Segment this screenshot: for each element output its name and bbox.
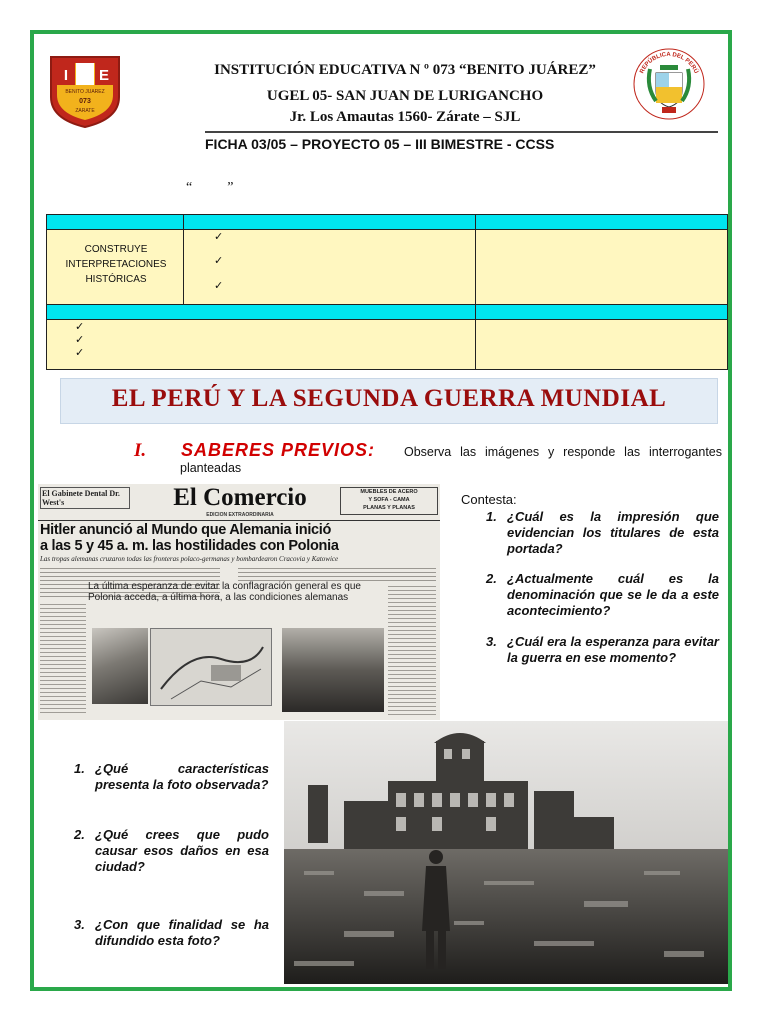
peru-coat-of-arms [632, 47, 706, 121]
check-icon: ✓ [75, 333, 85, 346]
newspaper-columns [238, 566, 436, 582]
evidence-cell [475, 229, 728, 305]
check-icon: ✓ [75, 320, 85, 333]
newspaper-ad-right [340, 487, 438, 515]
school-logo [47, 53, 123, 129]
contesta-question-number: 2. [486, 571, 497, 586]
newspaper-headline-1: Hitler anunció al Mundo que Alemania inició [40, 522, 332, 538]
header-rule [205, 131, 718, 133]
coat-of-arms-text: REPÚBLICA DEL PERÚ [639, 51, 699, 75]
contesta-question: ¿Cuál es la impresión que evidencian los titulares de esta portada? [507, 509, 719, 556]
contesta-question-number: 3. [486, 634, 497, 649]
title-banner [60, 378, 718, 424]
activities-cell [46, 319, 476, 370]
photo-question-number: 3. [74, 917, 85, 932]
photo-question: ¿Qué características presenta la foto observada? [95, 761, 269, 792]
newspaper-headline-2: a las 5 y 45 a. m. las hostilidades con Polonia [40, 538, 339, 554]
section-intro [180, 444, 722, 476]
ugel-name: UGEL 05- SAN JUAN DE LURIGANCHO [266, 88, 544, 104]
table-header-cell [183, 214, 476, 230]
newspaper-subhead: Las tropas alemanas cruzaron todas las fronteras polaco-germanas y bombardearon Cracovia y Katowice [40, 555, 339, 563]
table-header-cell [46, 304, 476, 320]
competency-label: CONSTRUYE INTERPRETACIONES HISTÓRICAS [65, 244, 167, 285]
photo-question-number: 1. [74, 761, 85, 776]
logo-school-place: ZARATE [75, 108, 95, 114]
competency-cell [46, 229, 184, 305]
ficha-title: FICHA 03/05 – PROYECTO 05 – III BIMESTRE - CCSS [205, 136, 555, 152]
logo-school-name: BENITO JUAREZ [65, 89, 105, 95]
logo-school-number: 073 [79, 98, 91, 105]
photo-question-number: 2. [74, 827, 85, 842]
table-header-cell [475, 214, 728, 230]
logo-letter-i: I [63, 67, 69, 84]
ruins-photo [284, 721, 728, 984]
ad-right-line: MUEBLES DE ACERO [360, 489, 418, 495]
section-number: I. [134, 440, 147, 461]
newspaper-right-column [388, 584, 436, 716]
newspaper-hitler-photo [92, 628, 148, 704]
photo-question: ¿Qué crees que pudo causar esos daños en esa ciudad? [95, 827, 269, 874]
newspaper-edition: EDICION EXTRAORDINARIA [206, 512, 274, 518]
newspaper-image [38, 484, 440, 720]
newspaper-body-text: La última esperanza de evitar la conflagración general es que Polonia acceda, a última hora, a las condiciones alemanas [88, 581, 361, 603]
newspaper-left-column [40, 602, 86, 716]
banner-title: EL PERÚ Y LA SEGUNDA GUERRA MUNDIAL [111, 385, 667, 412]
quote-marks: “ ” [186, 180, 234, 195]
table-header-cell [475, 304, 728, 320]
newspaper-soldiers-photo [282, 628, 384, 712]
ad-right-line: PLANAS Y PLANAS [363, 505, 415, 511]
contesta-question: ¿Cuál era la esperanza para evitar la guerra en ese momento? [507, 634, 719, 665]
section-title: SABERES PREVIOS: [181, 440, 376, 460]
criteria-cell [183, 229, 476, 305]
section-intro-text: Observa las imágenes y responde las interrogantes planteadas [180, 445, 722, 475]
school-address: Jr. Los Amautas 1560- Zárate – SJL [289, 109, 521, 125]
contesta-question-number: 1. [486, 509, 497, 524]
check-icon: ✓ [214, 230, 224, 243]
instrument-cell [475, 319, 728, 370]
contesta-label: Contesta: [461, 492, 517, 507]
check-icon: ✓ [214, 254, 224, 267]
ad-right-line: Y SOFA - CAMA [368, 497, 410, 503]
newspaper-ad-left: El Gabinete Dental Dr. West's [40, 487, 130, 509]
check-icon: ✓ [75, 346, 85, 359]
check-icon: ✓ [214, 279, 224, 292]
contesta-question: ¿Actualmente cuál es la denominación que se le da a este acontecimiento? [507, 571, 719, 618]
newspaper-map [150, 628, 272, 706]
school-name: INSTITUCIÓN EDUCATIVA N º 073 “BENITO JUÁREZ” [214, 62, 596, 78]
logo-letter-e: E [98, 67, 110, 84]
photo-question: ¿Con que finalidad se ha difundido esta foto? [95, 917, 269, 948]
newspaper-masthead: El Comercio [173, 484, 307, 511]
newspaper-rule [38, 520, 440, 521]
table-header-cell [46, 214, 184, 230]
